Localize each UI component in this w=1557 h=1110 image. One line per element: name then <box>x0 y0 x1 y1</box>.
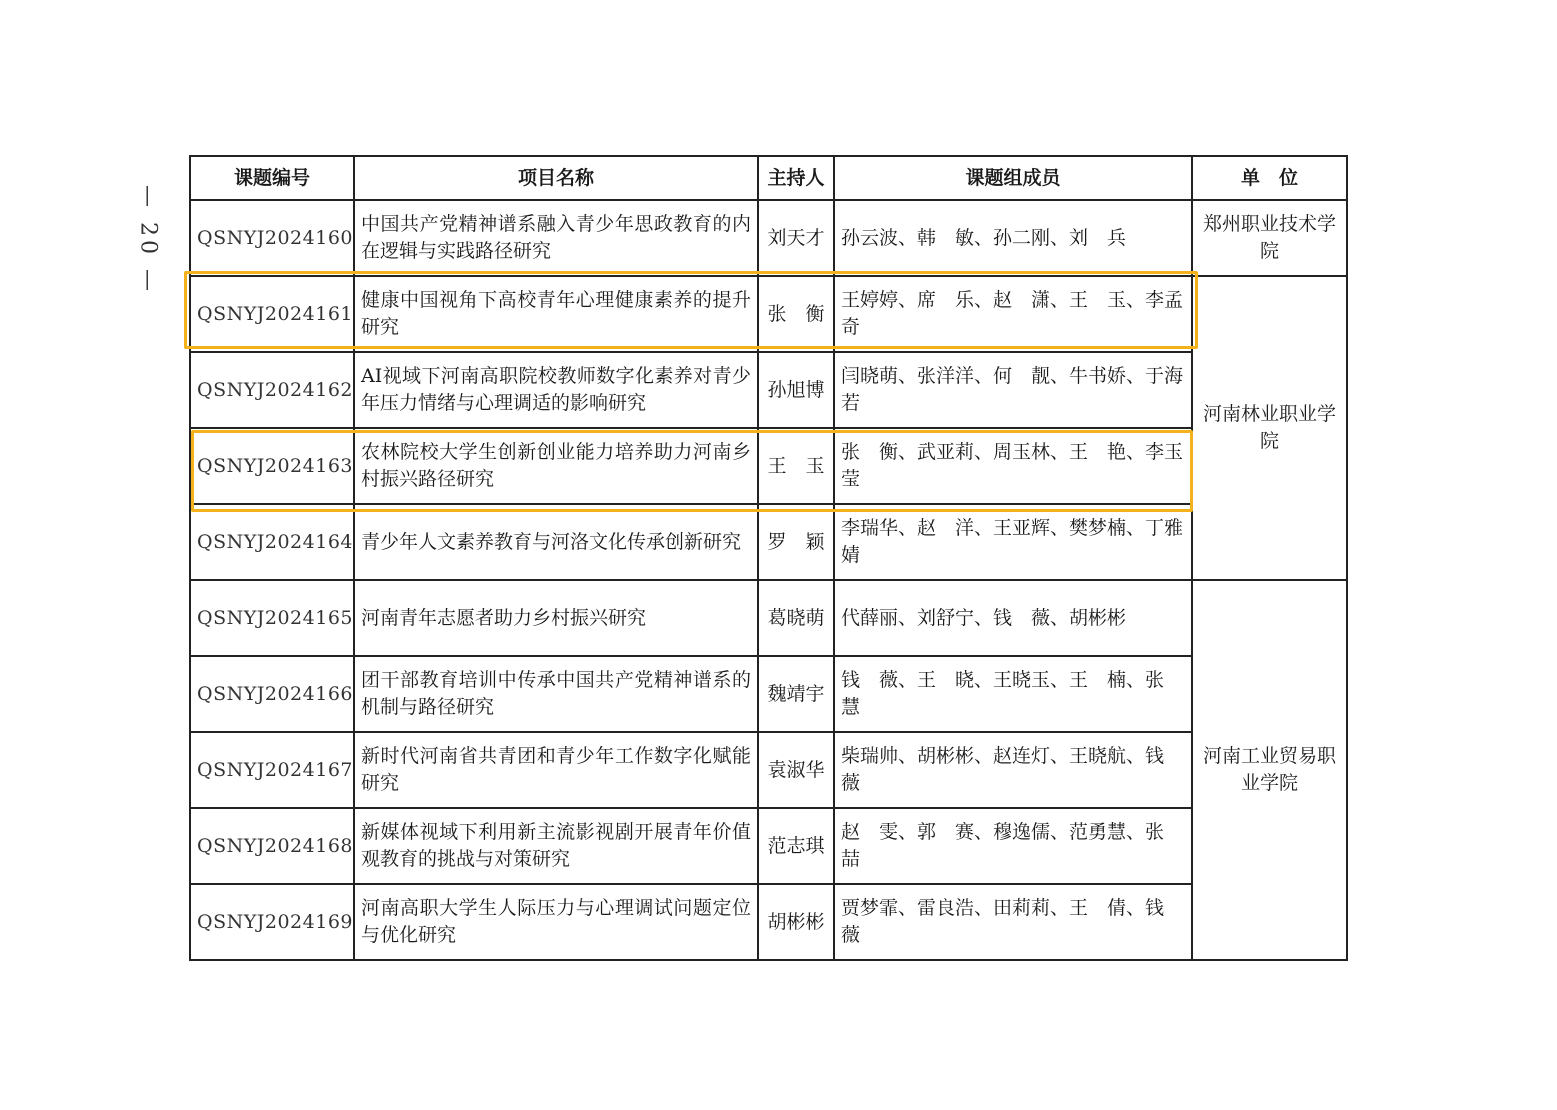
cell-code: QSNYJ2024165 <box>190 580 354 656</box>
cell-name: AI视域下河南高职院校教师数字化素养对青少年压力情绪与心理调适的影响研究 <box>354 352 758 428</box>
cell-code: QSNYJ2024168 <box>190 808 354 884</box>
cell-host: 罗 颖 <box>758 504 834 580</box>
cell-name: 团干部教育培训中传承中国共产党精神谱系的机制与路径研究 <box>354 656 758 732</box>
cell-members: 李瑞华、赵 洋、王亚辉、樊梦楠、丁雅婧 <box>834 504 1192 580</box>
cell-code: QSNYJ2024160 <box>190 200 354 276</box>
project-table <box>189 155 1348 961</box>
cell-members: 贾梦霏、雷良浩、田莉莉、王 倩、钱 薇 <box>834 884 1192 960</box>
cell-host: 葛晓萌 <box>758 580 834 656</box>
cell-host: 王 玉 <box>758 428 834 504</box>
cell-code: QSNYJ2024167 <box>190 732 354 808</box>
page-number: — 20 — <box>135 185 161 295</box>
cell-unit: 郑州职业技术学院 <box>1192 200 1347 276</box>
header-name: 项目名称 <box>354 156 758 200</box>
cell-members: 张 衡、武亚莉、周玉林、王 艳、李玉莹 <box>834 428 1192 504</box>
cell-members: 代薛丽、刘舒宁、钱 薇、胡彬彬 <box>834 580 1192 656</box>
cell-host: 魏靖宇 <box>758 656 834 732</box>
cell-name: 新时代河南省共青团和青少年工作数字化赋能研究 <box>354 732 758 808</box>
cell-code: QSNYJ2024162 <box>190 352 354 428</box>
table-row <box>190 808 1347 884</box>
cell-unit: 河南工业贸易职业学院 <box>1192 580 1347 960</box>
table-row <box>190 352 1347 428</box>
table-row <box>190 428 1347 504</box>
table-row <box>190 504 1347 580</box>
cell-host: 刘天才 <box>758 200 834 276</box>
table-row <box>190 276 1347 352</box>
cell-name: 河南高职大学生人际压力与心理调试问题定位与优化研究 <box>354 884 758 960</box>
table-header-row <box>190 156 1347 200</box>
table-row <box>190 656 1347 732</box>
cell-host: 孙旭博 <box>758 352 834 428</box>
cell-code: QSNYJ2024163 <box>190 428 354 504</box>
cell-code: QSNYJ2024169 <box>190 884 354 960</box>
cell-code: QSNYJ2024161 <box>190 276 354 352</box>
cell-members: 钱 薇、王 晓、王晓玉、王 楠、张 慧 <box>834 656 1192 732</box>
cell-name: 青少年人文素养教育与河洛文化传承创新研究 <box>354 504 758 580</box>
header-host: 主持人 <box>758 156 834 200</box>
cell-host: 胡彬彬 <box>758 884 834 960</box>
table-row <box>190 200 1347 276</box>
header-unit: 单 位 <box>1192 156 1347 200</box>
cell-name: 河南青年志愿者助力乡村振兴研究 <box>354 580 758 656</box>
cell-name: 新媒体视域下利用新主流影视剧开展青年价值观教育的挑战与对策研究 <box>354 808 758 884</box>
cell-unit: 河南林业职业学院 <box>1192 276 1347 580</box>
cell-host: 张 衡 <box>758 276 834 352</box>
table-row <box>190 732 1347 808</box>
cell-members: 孙云波、韩 敏、孙二刚、刘 兵 <box>834 200 1192 276</box>
cell-code: QSNYJ2024164 <box>190 504 354 580</box>
cell-code: QSNYJ2024166 <box>190 656 354 732</box>
header-code: 课题编号 <box>190 156 354 200</box>
cell-members: 闫晓萌、张洋洋、何 靓、牛书娇、于海若 <box>834 352 1192 428</box>
cell-host: 范志琪 <box>758 808 834 884</box>
table-row <box>190 580 1347 656</box>
cell-name: 农林院校大学生创新创业能力培养助力河南乡村振兴路径研究 <box>354 428 758 504</box>
cell-members: 柴瑞帅、胡彬彬、赵连灯、王晓航、钱 薇 <box>834 732 1192 808</box>
cell-name: 健康中国视角下高校青年心理健康素养的提升研究 <box>354 276 758 352</box>
cell-members: 王婷婷、席 乐、赵 潇、王 玉、李孟奇 <box>834 276 1192 352</box>
cell-name: 中国共产党精神谱系融入青少年思政教育的内在逻辑与实践路径研究 <box>354 200 758 276</box>
cell-host: 袁淑华 <box>758 732 834 808</box>
table-row <box>190 884 1347 960</box>
header-members: 课题组成员 <box>834 156 1192 200</box>
cell-members: 赵 雯、郭 赛、穆逸儒、范勇慧、张 喆 <box>834 808 1192 884</box>
